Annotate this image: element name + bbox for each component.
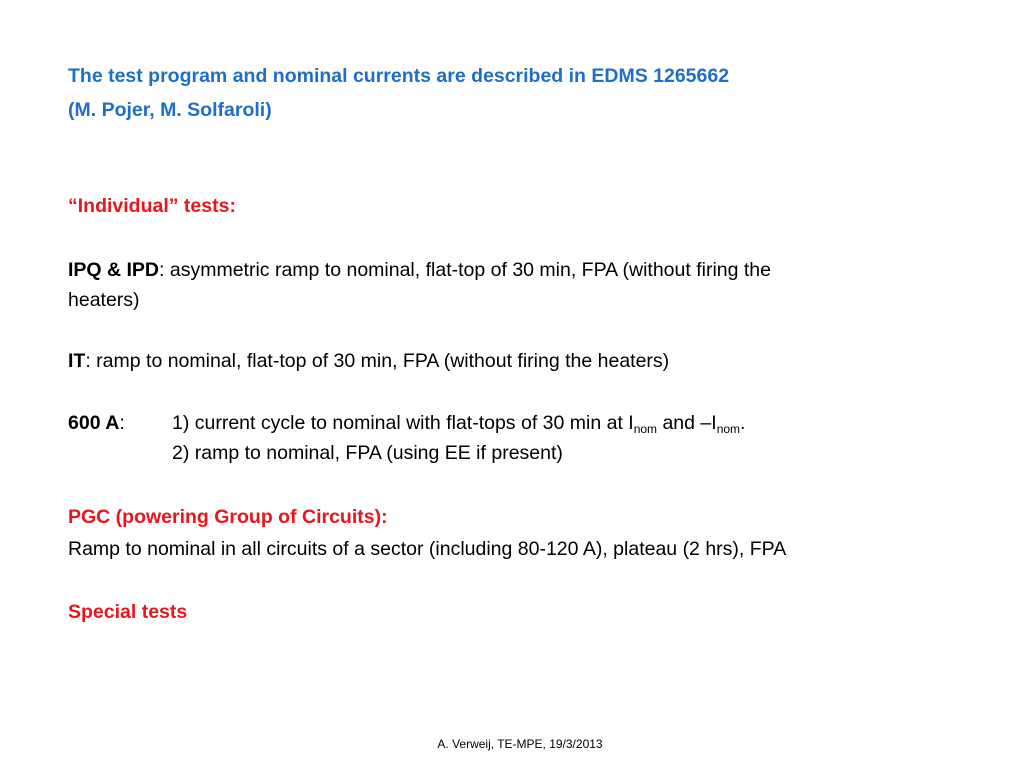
600a-item-1-sub-2: nom xyxy=(716,422,741,436)
ipq-ipd-term: IPQ & IPD xyxy=(68,259,160,281)
600a-colon: : xyxy=(119,412,125,434)
600a-item-1-end: . xyxy=(740,412,746,434)
it-line xyxy=(68,347,669,375)
600a-item-1-pre: 1) current cycle to nominal with flat-tops of 30 min at I xyxy=(172,412,634,434)
pgc-text: Ramp to nominal in all circuits of a sector (including 80-120 A), plateau (2 hrs), FPA xyxy=(68,538,787,560)
pgc-heading: PGC (powering Group of Circuits): xyxy=(68,506,388,528)
footer-text: A. Verweij, TE-MPE, 19/3/2013 xyxy=(437,737,603,751)
it-term: IT xyxy=(68,350,86,372)
individual-tests-heading: “Individual” tests: xyxy=(68,195,236,217)
600a-label xyxy=(68,409,125,437)
special-tests-heading: Special tests xyxy=(68,601,188,623)
600a-item-1-mid: and –I xyxy=(657,412,717,434)
600a-term: 600 A xyxy=(68,412,120,434)
ipq-ipd-line-1 xyxy=(68,256,771,284)
ipq-ipd-text: : asymmetric ramp to nominal, flat-top of 30 min, FPA (without firing the xyxy=(159,259,771,281)
600a-item-2: 2) ramp to nominal, FPA (using EE if present) xyxy=(172,442,563,464)
intro-line-1: The test program and nominal currents are described in EDMS 1265662 xyxy=(68,65,730,87)
ipq-ipd-line-2: heaters) xyxy=(68,289,140,311)
intro-line-2: (M. Pojer, M. Solfaroli) xyxy=(68,99,272,121)
footer xyxy=(0,736,1024,752)
it-text: : ramp to nominal, flat-top of 30 min, FPA (without firing the heaters) xyxy=(85,350,670,372)
600a-item-1 xyxy=(172,409,745,437)
600a-item-1-sub-1: nom xyxy=(633,422,658,436)
